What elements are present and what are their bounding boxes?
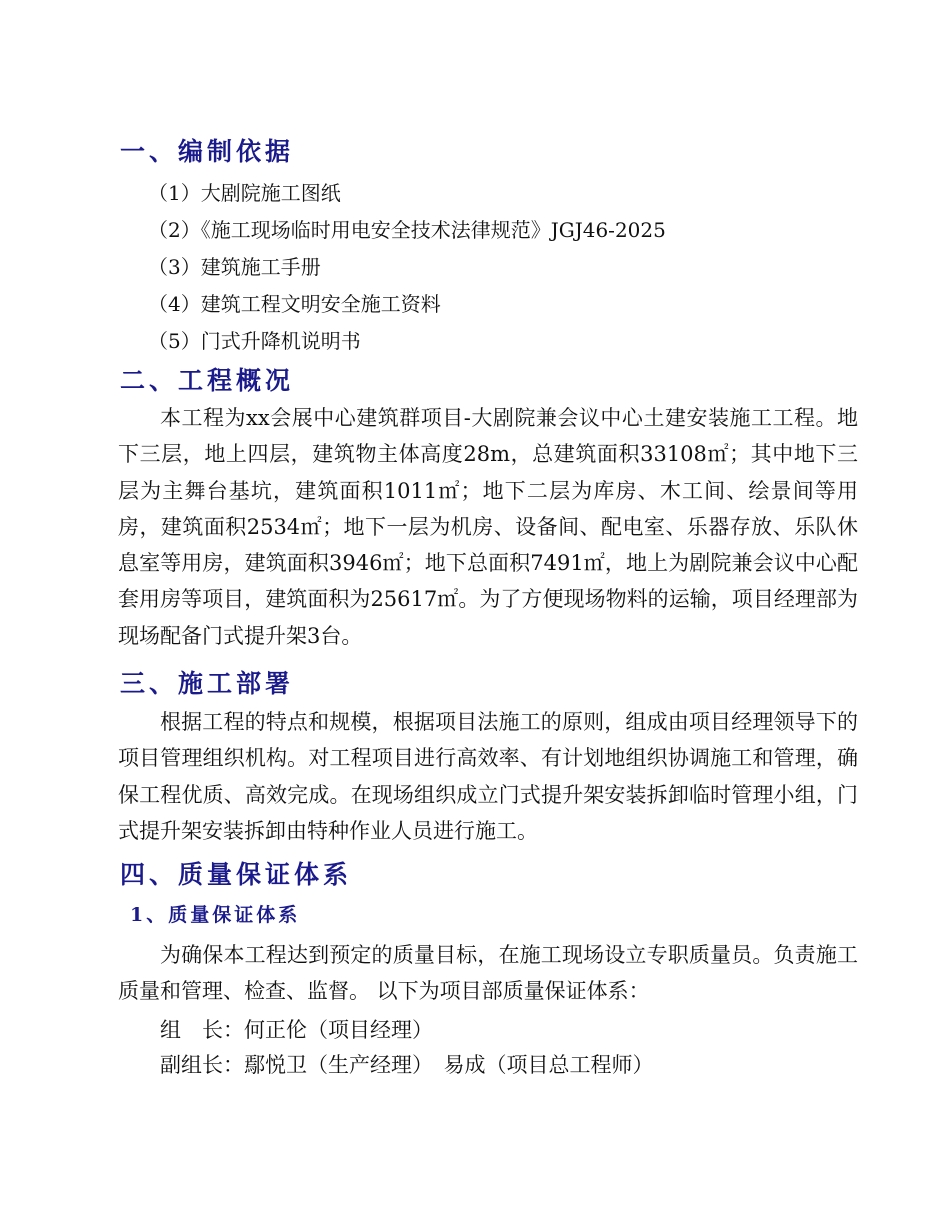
project-overview-paragraph: 本工程为xx会展中心建筑群项目-大剧院兼会议中心土建安装施工工程。地下三层，地上四层，建筑物主体高度28m，总建筑面积33108㎡；其中地下三层为主舞台基坑，建筑面积1011㎡；地下二层为库房、木工间、绘景间等用房，建筑面积2534㎡；地下一层为机房、设备间、配电室、乐器存放、乐队休息室等用房，建筑面积3946㎡；地下总面积7491㎡，地上为剧院兼会议中心配套用房等项目，建筑面积为25617㎡。为了方便现场物料的运输，项目经理部为现场配备门式提升架3台。 bbox=[118, 406, 858, 648]
deployment-paragraph: 根据工程的特点和规模，根据项目法施工的原则，组成由项目经理领导下的项目管理组织机构。对工程项目进行高效率、有计划地组织协调施工和管理，确保工程优质、高效完成。在现场组织成立门式提升架安装拆卸临时管理小组，门式提升架安装拆卸由特种作业人员进行施工。 bbox=[118, 710, 858, 843]
team-leader-line: 组 长：何正伦（项目经理） bbox=[160, 1018, 433, 1042]
reference-item-1: （1）大剧院施工图纸 bbox=[148, 181, 341, 205]
quality-paragraph: 为确保本工程达到预定的质量目标，在施工现场设立专职质量员。负责施工质量和管理、检查、监督。 以下为项目部质量保证体系： bbox=[118, 943, 858, 1004]
subsection-heading-quality: 1、质量保证体系 bbox=[130, 904, 301, 926]
reference-item-4: （4）建筑工程文明安全施工资料 bbox=[148, 292, 441, 316]
section-heading-4: 四、质量保证体系 bbox=[120, 860, 353, 889]
section-heading-1: 一、编制依据 bbox=[120, 137, 295, 166]
reference-item-3: （3）建筑施工手册 bbox=[148, 255, 321, 279]
deputy-leader-line: 副组长：鄢悦卫（生产经理） 易成（项目总工程师） bbox=[160, 1053, 654, 1077]
section-heading-2: 二、工程概况 bbox=[120, 366, 295, 395]
reference-item-5: （5）门式升降机说明书 bbox=[148, 329, 361, 353]
section-heading-3: 三、施工部署 bbox=[120, 669, 295, 698]
reference-item-2: （2）《施工现场临时用电安全技术法律规范》JGJ46-2025 bbox=[148, 218, 666, 242]
